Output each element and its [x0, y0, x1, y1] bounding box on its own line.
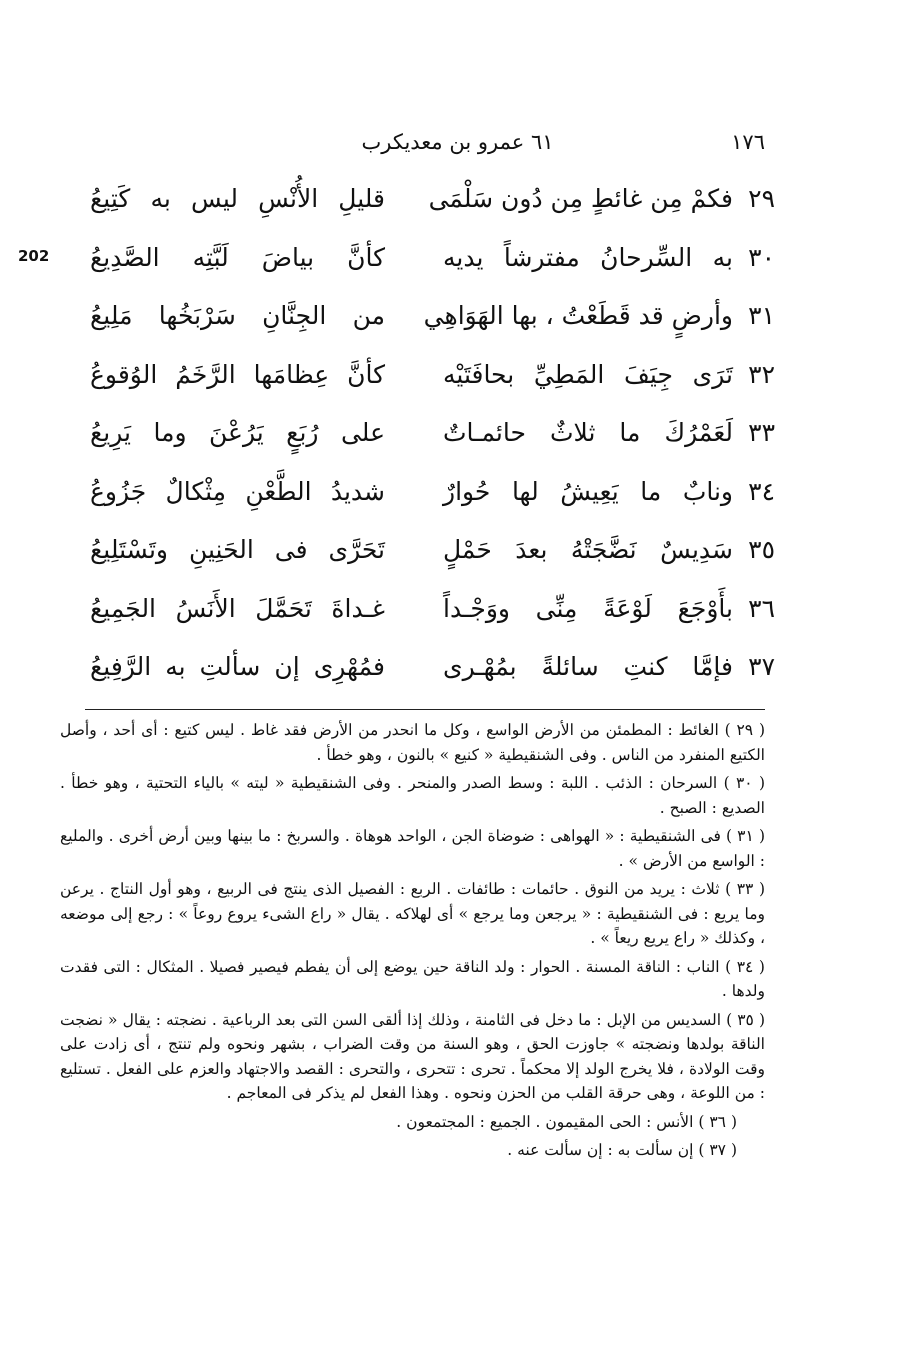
- verse-number: ٣٧: [748, 652, 775, 681]
- page-number: ١٧٦: [731, 130, 765, 154]
- verse-number: ٣٥: [748, 535, 775, 564]
- footnotes: [60, 718, 765, 1167]
- footnote: ( ٣٥ ) السديس من الإبل : ما دخل فى الثامنة ، وذلك إذا ألقى السن التى بعد الرباعية . نضجته : يقال « نضجت الناقة بولدها ونضجته » جاوزت الحق ، وهو السنة من وقت الضراب ، بشهر ونحوه ولم تنتج ، أى زادت على وقت الولادة ، فلا يخرج الولد إلا محكماً . تحرى : تتحرى ، والتحرى : القصد والاجتهاد والعزم على الفعل . تستليع : من اللوعة ، وهى حرقة القلب من الحزن ونحوه . وهذا الفعل لم يذكر فى المعاجم .: [60, 1010, 765, 1102]
- verse-number: ٣٠: [748, 242, 775, 272]
- verse-first-hemistich: سَدِيسٌ نَضَّجَتْهُ بعدَ حَمْلٍ: [443, 535, 733, 564]
- verse-first-hemistich: بأَوْجَعَ لَوْعَةً مِنِّى ووَجْـداً: [443, 593, 733, 623]
- verse-number: ٣١: [748, 301, 775, 330]
- verse-number: ٣٣: [748, 418, 775, 447]
- verse: [90, 527, 775, 586]
- verse-second-hemistich: قليلِ الأُنْسِ ليس به كَتِيعُ: [90, 184, 385, 213]
- verse-second-hemistich: غـداةَ تَحَمَّلَ الأَنَسُ الجَمِيعُ: [90, 593, 385, 623]
- verse-second-hemistich: كأنَّ بياضَ لَبَّتِه الصَّدِيعُ: [90, 242, 385, 272]
- verse-number: ٢٩: [748, 184, 775, 213]
- verse-first-hemistich: به السِّرحانُ مفترشاً يديه: [443, 242, 733, 272]
- verse-first-hemistich: فإمَّا كنتِ سائلةً بمُهْـرى: [443, 652, 733, 681]
- verse-first-hemistich: تَرَى جِيَفَ المَطِيِّ بحافَتَيْه: [443, 359, 733, 389]
- verse: [90, 176, 775, 235]
- verse: [90, 586, 775, 645]
- footnote: ( ٣٣ ) ثلاث : يريد من النوق . حائمات : طائفات . الربع : الفصيل الذى ينتج فى الربيع ، وهو أول النتاج . يرعن وما يريع : فى الشنقيطية : « يرجعن وما يرجع » أى لهلاكه . يقال « راع الشىء يروع روعاً » : رجع إلى موضعه ، وكذلك « راع يريع ريعاً » .: [60, 880, 765, 947]
- verse: [90, 644, 775, 703]
- verse-first-hemistich: فكمْ مِن غائطٍ مِن دُون سَلْمَى: [428, 184, 733, 213]
- verse: [90, 469, 775, 528]
- verse: [90, 352, 775, 411]
- verse-number: ٣٤: [748, 476, 775, 506]
- footnote: ( ٣٦ ) الأنس : الحى المقيمون . الجميع : المجتمعون .: [396, 1112, 737, 1131]
- side-page-number: 202: [18, 247, 50, 265]
- verse-second-hemistich: على رُبَعٍ يَرُعْنَ وما يَرِيعُ: [90, 418, 385, 447]
- verse-second-hemistich: فمُهْرِى إن سألتِ به الرَّفِيعُ: [90, 652, 385, 681]
- verse-second-hemistich: كأنَّ عِظامَها الرَّخَمُ الوُقوعُ: [90, 359, 385, 389]
- verse-first-hemistich: ونابٌ ما يَعِيشُ لها حُوارٌ: [443, 476, 733, 506]
- verse: [90, 410, 775, 469]
- verse-number: ٣٢: [748, 359, 775, 389]
- verse: [90, 235, 775, 294]
- footnote: ( ٣١ ) فى الشنقيطية : « الهواهى : ضوضاة الجن ، الواحد هوهاة . والسربخ : ما بينها وبين أرض أخرى . والمليع : الواسع من الأرض » .: [60, 827, 765, 870]
- running-title: ٦١ عمرو بن معديكرب: [361, 130, 554, 154]
- footnote: ( ٣٤ ) الناب : الناقة المسنة . الحوار : ولد الناقة حين يوضع إلى أن يفطم فيصير فصيلا . المثكال : التى فقدت ولدها .: [60, 957, 765, 1000]
- footnote-divider: [85, 709, 765, 710]
- verse-second-hemistich: شديدُ الطَّعْنِ مِثْكالٌ جَزُوعُ: [90, 476, 385, 506]
- verse-second-hemistich: من الجِنَّانِ سَرْبَخُها مَلِيعُ: [90, 301, 385, 330]
- footnote: ( ٢٩ ) الغائط : المطمئن من الأرض الواسع ، وكل ما انحدر من الأرض فقد غاط . ليس كتيع : أى أحد ، وأصل الكتيع المنفرد من الناس . وفى الشنقيطية « كنيع » بالنون ، وهو خطأ .: [60, 721, 765, 764]
- footnote: ( ٣٠ ) السرحان : الذئب . اللبة : وسط الصدر والمنحر . وفى الشنقيطية « ليته » بالياء التحتية ، وهو خطأ . الصديع : الصبح .: [60, 774, 765, 817]
- footnote: ( ٣٧ ) إن سألت به : إن سألت عنه .: [507, 1141, 737, 1159]
- verse-number: ٣٦: [748, 593, 775, 623]
- verse-first-hemistich: لَعَمْرُكَ ما ثلاثٌ حائمـاتٌ: [443, 418, 733, 447]
- verse: [90, 293, 775, 352]
- page-header: [150, 130, 765, 166]
- poem: [90, 176, 775, 703]
- verse-second-hemistich: تَحَرَّى فى الحَنِينِ وتَسْتَلِيعُ: [90, 535, 385, 564]
- verse-first-hemistich: وأرضٍ قد قَطَعْتُ ، بها الهَوَاهِي: [423, 301, 733, 330]
